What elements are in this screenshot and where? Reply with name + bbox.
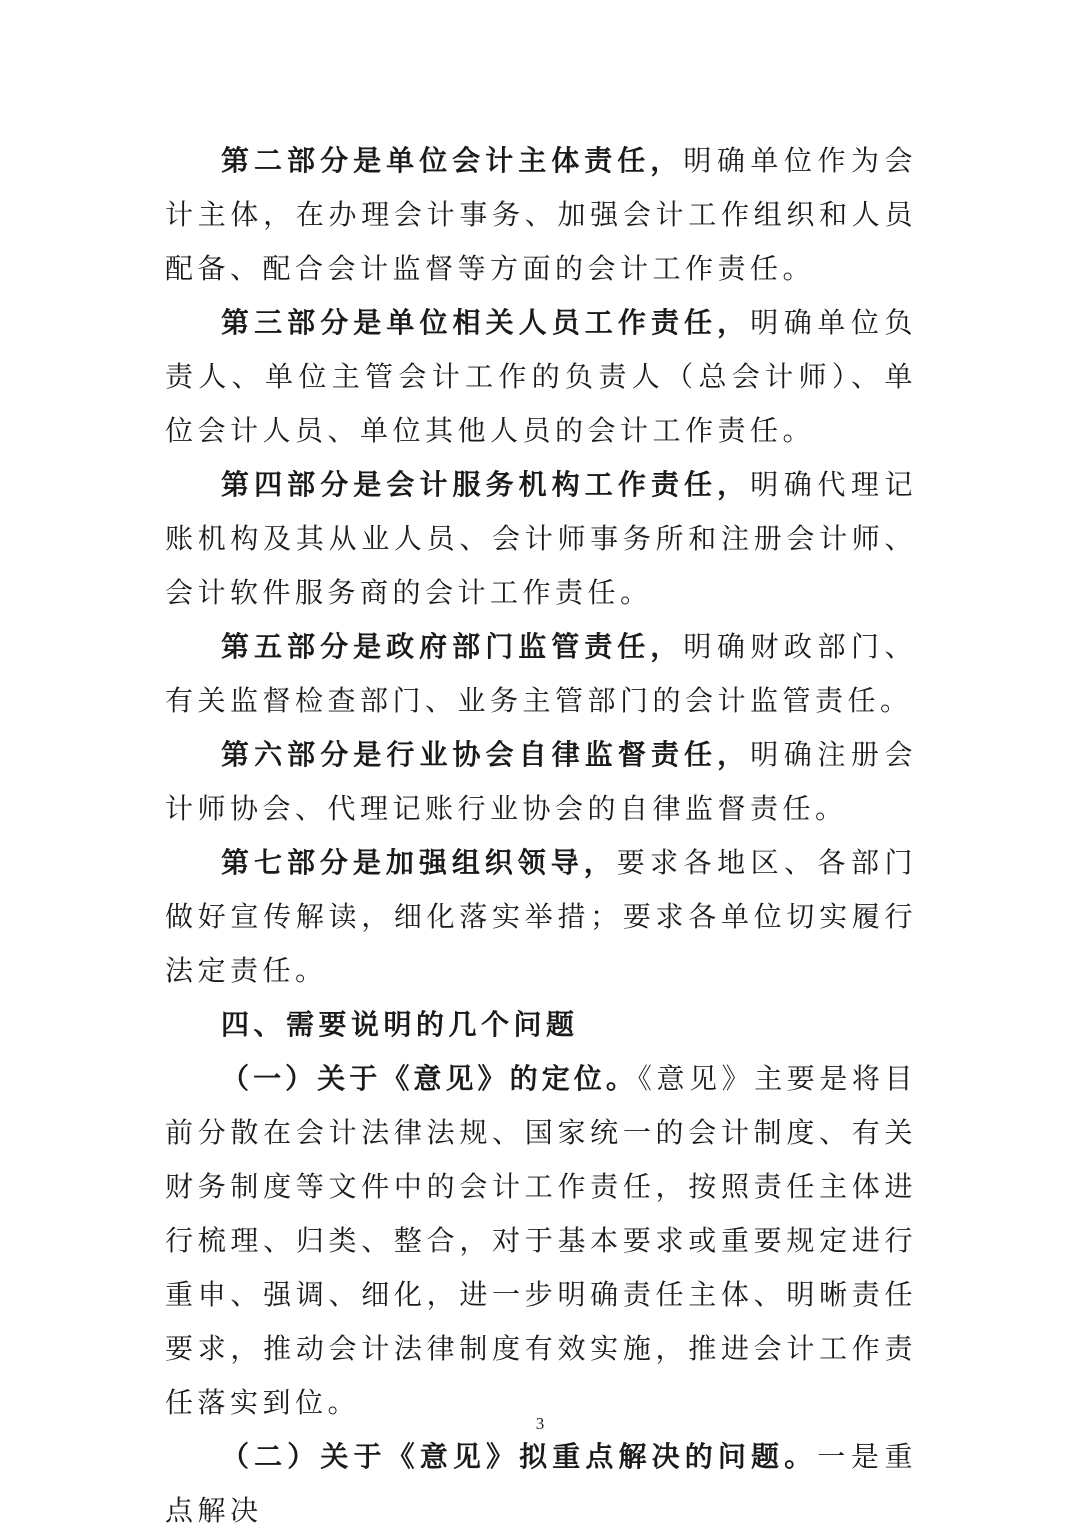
paragraph-lead: （二）关于《意见》拟重点解决的问题。 xyxy=(221,1440,818,1473)
paragraph-lead: 第七部分是加强组织领导， xyxy=(221,846,617,879)
paragraph-text: 明确注册会计师协会、代理记账行业协会的自律监督责任。 xyxy=(165,738,917,825)
page-number: 3 xyxy=(535,1414,545,1433)
paragraph-part-five xyxy=(165,620,917,728)
paragraph-lead: 第四部分是会计服务机构工作责任， xyxy=(221,468,751,501)
paragraph-item-two xyxy=(165,1430,917,1538)
paragraph-text: 《意见》主要是将目前分散在会计法律法规、国家统一的会计制度、有关财务制度等文件中的会计工作责任，按照责任主体进行梳理、归类、整合，对于基本要求或重要规定进行重申、强调、细化，进一步明确责任主体、明晰责任要求，推动会计法律制度有效实施，推进会计工作责任落实到位。 xyxy=(165,1062,917,1419)
paragraph-part-two xyxy=(165,134,917,296)
paragraph-part-six xyxy=(165,728,917,836)
paragraph-lead: 第三部分是单位相关人员工作责任， xyxy=(221,306,751,339)
paragraph-item-one xyxy=(165,1052,917,1430)
paragraph-text: 明确单位负责人、单位主管会计工作的负责人（总会计师）、单位会计人员、单位其他人员的会计工作责任。 xyxy=(165,306,917,447)
section-heading xyxy=(165,998,917,1052)
document-body xyxy=(165,134,917,1538)
paragraph-text: 一是重点解决 xyxy=(165,1440,917,1527)
paragraph-lead: （一）关于《意见》的定位。 xyxy=(221,1062,638,1095)
paragraph-text: 明确财政部门、有关监督检查部门、业务主管部门的会计监管责任。 xyxy=(165,630,917,717)
paragraph-text: 要求各地区、各部门做好宣传解读，细化落实举措；要求各单位切实履行法定责任。 xyxy=(165,846,917,987)
paragraph-part-three xyxy=(165,296,917,458)
section-heading-text: 四、需要说明的几个问题 xyxy=(221,1008,579,1041)
paragraph-text: 明确代理记账机构及其从业人员、会计师事务所和注册会计师、会计软件服务商的会计工作责任。 xyxy=(165,468,917,609)
paragraph-lead: 第二部分是单位会计主体责任， xyxy=(221,144,684,177)
paragraph-lead: 第五部分是政府部门监管责任， xyxy=(221,630,684,663)
paragraph-part-four xyxy=(165,458,917,620)
paragraph-text: 明确单位作为会计主体，在办理会计事务、加强会计工作组织和人员配备、配合会计监督等方面的会计工作责任。 xyxy=(165,144,917,285)
paragraph-lead: 第六部分是行业协会自律监督责任， xyxy=(221,738,751,771)
paragraph-part-seven xyxy=(165,836,917,998)
